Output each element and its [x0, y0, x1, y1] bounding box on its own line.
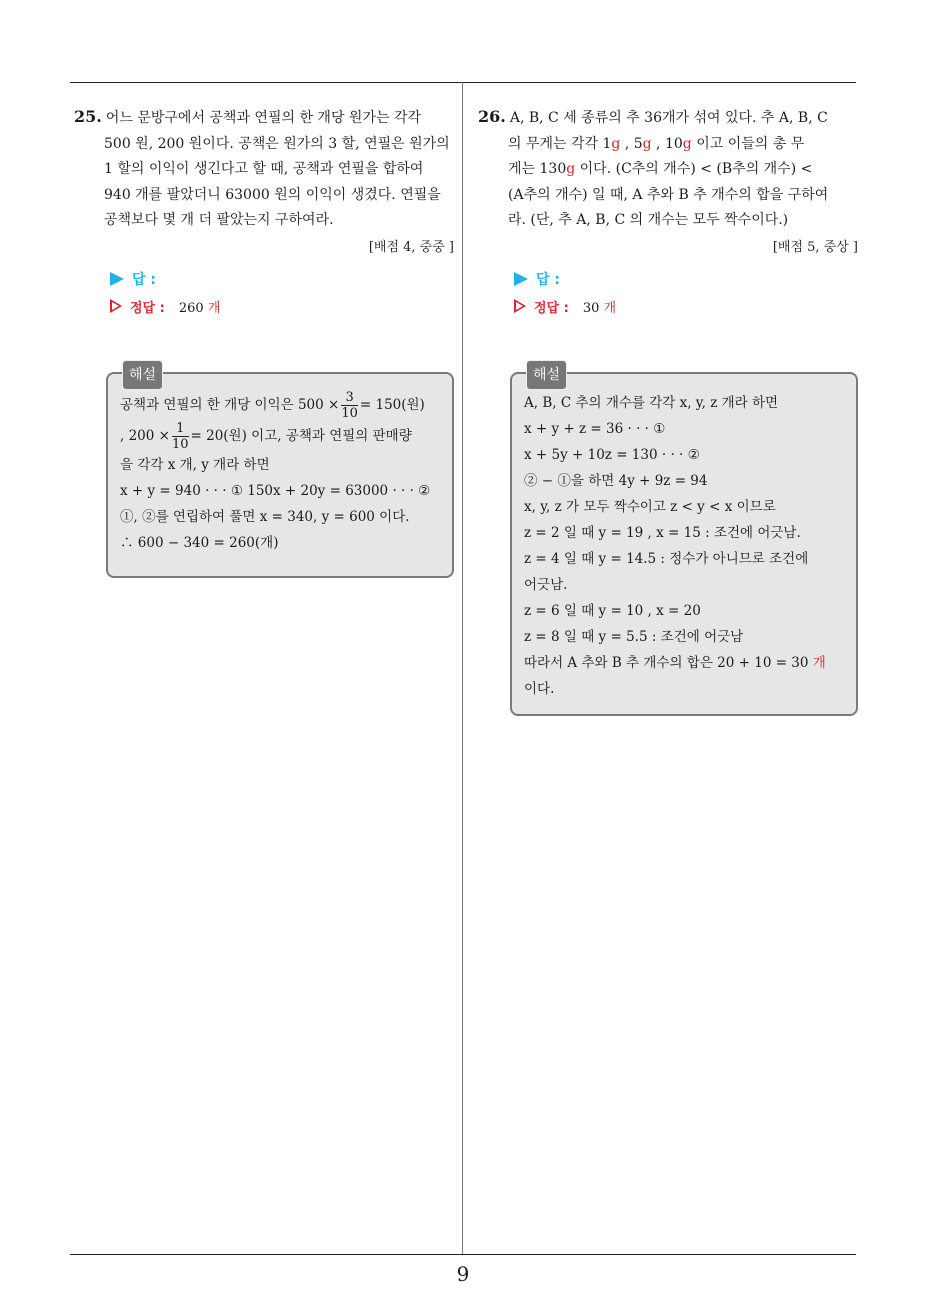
question-line: A, B, C 세 종류의 추 36개가 섞여 있다. 추 A, B, C	[509, 110, 828, 126]
explanation-line: A, B, C 추의 개수를 각각 x, y, z 개라 하면	[524, 395, 779, 411]
page-number: 9	[456, 1262, 470, 1286]
correct-answer-label: 정답 :	[130, 300, 165, 316]
correct-answer-row	[74, 297, 454, 316]
explanation-line: z = 6 일 때 y = 10 , x = 20	[524, 603, 701, 619]
play-arrow-icon	[110, 272, 124, 286]
question-25	[74, 104, 454, 316]
correct-answer-value: 260 개	[178, 300, 221, 316]
explanation-line: ∴ 600 − 340 = 260(개)	[120, 535, 279, 551]
top-rule	[70, 82, 856, 83]
outline-arrow-icon	[514, 299, 526, 313]
explanation-line: x, y, z 가 모두 짝수이고 z < y < x 이므로	[524, 499, 776, 515]
explanation-line: x + y + z = 36 · · · ①	[524, 421, 666, 437]
question-number: 26.	[478, 107, 506, 126]
explanation-box-25	[106, 367, 454, 578]
answer-label: 답 :	[536, 271, 560, 288]
question-number: 25.	[74, 107, 102, 126]
question-25-text	[74, 104, 454, 234]
explanation-line: z = 4 일 때 y = 14.5 : 정수가 아니므로 조건에	[524, 551, 809, 567]
question-line: 500 원, 200 원이다. 공책은 원가의 3 할, 연필은 원가의	[104, 135, 450, 152]
outline-arrow-icon	[110, 299, 122, 313]
play-arrow-icon	[514, 272, 528, 286]
explanation-line: 을 각각 x 개, y 개라 하면	[120, 457, 270, 473]
score-label: [배점 4, 중중 ]	[368, 239, 454, 255]
answer-label: 답 :	[132, 271, 156, 288]
explanation-tab: 해설	[122, 360, 163, 390]
column-divider	[462, 82, 463, 1254]
explanation-line: z = 2 일 때 y = 19 , x = 15 : 조건에 어긋남.	[524, 525, 801, 541]
question-line: 의 무게는 각각 1g , 5g , 10g 이고 이들의 총 무	[508, 135, 805, 152]
correct-answer-value: 30 개	[582, 300, 617, 316]
explanation-line: 공책과 연필의 한 개당 이익은 500 × $\frac{3}{10}$ = 150(원)	[120, 390, 425, 421]
explanation-line: ①, ②를 연립하여 풀면 x = 340, y = 600 이다.	[120, 509, 410, 525]
question-line: 게는 130g 이다. (C추의 개수) < (B추의 개수) <	[508, 161, 813, 177]
correct-answer-label: 정답 :	[534, 300, 569, 316]
explanation-tab: 해설	[526, 360, 567, 390]
correct-answer-row	[478, 297, 858, 316]
question-26	[478, 104, 858, 316]
question-line: 라. (단, 추 A, B, C 의 개수는 모두 짝수이다.)	[508, 212, 789, 228]
explanation-line: 따라서 A 추와 B 추 개수의 합은 20 + 10 = 30 개	[524, 655, 826, 671]
answer-row	[478, 269, 858, 289]
answer-row	[74, 269, 454, 289]
explanation-line: z = 8 일 때 y = 5.5 : 조건에 어긋남	[524, 629, 744, 645]
explanation-line: x + 5y + 10z = 130 · · · ②	[524, 447, 700, 463]
question-line: 어느 문방구에서 공책과 연필의 한 개당 원가는 각각	[105, 110, 421, 126]
explanation-line: , 200 × $\frac{1}{10}$ = 20(원) 이고, 공책과 연필의 판매량	[120, 421, 412, 452]
explanation-line: 이다.	[524, 681, 555, 697]
explanation-line: 어긋남.	[524, 577, 568, 593]
question-line: 공책보다 몇 개 더 팔았는지 구하여라.	[104, 212, 334, 228]
explanation-line: x + y = 940 · · · ① 150x + 20y = 63000 · · · ②	[120, 483, 431, 499]
question-26-text	[478, 104, 858, 234]
explanation-box-26	[510, 367, 858, 716]
explanation-line: ② − ①을 하면 4y + 9z = 94	[524, 473, 708, 489]
question-line: (A추의 개수) 일 때, A 추와 B 추 개수의 합을 구하여	[508, 186, 829, 203]
score-label: [배점 5, 중상 ]	[772, 239, 858, 255]
question-line: 940 개를 팔았더니 63000 원의 이익이 생겼다. 연필을	[104, 186, 441, 203]
bottom-rule	[70, 1254, 856, 1255]
question-line: 1 할의 이익이 생긴다고 할 때, 공책과 연필을 합하여	[104, 161, 424, 177]
